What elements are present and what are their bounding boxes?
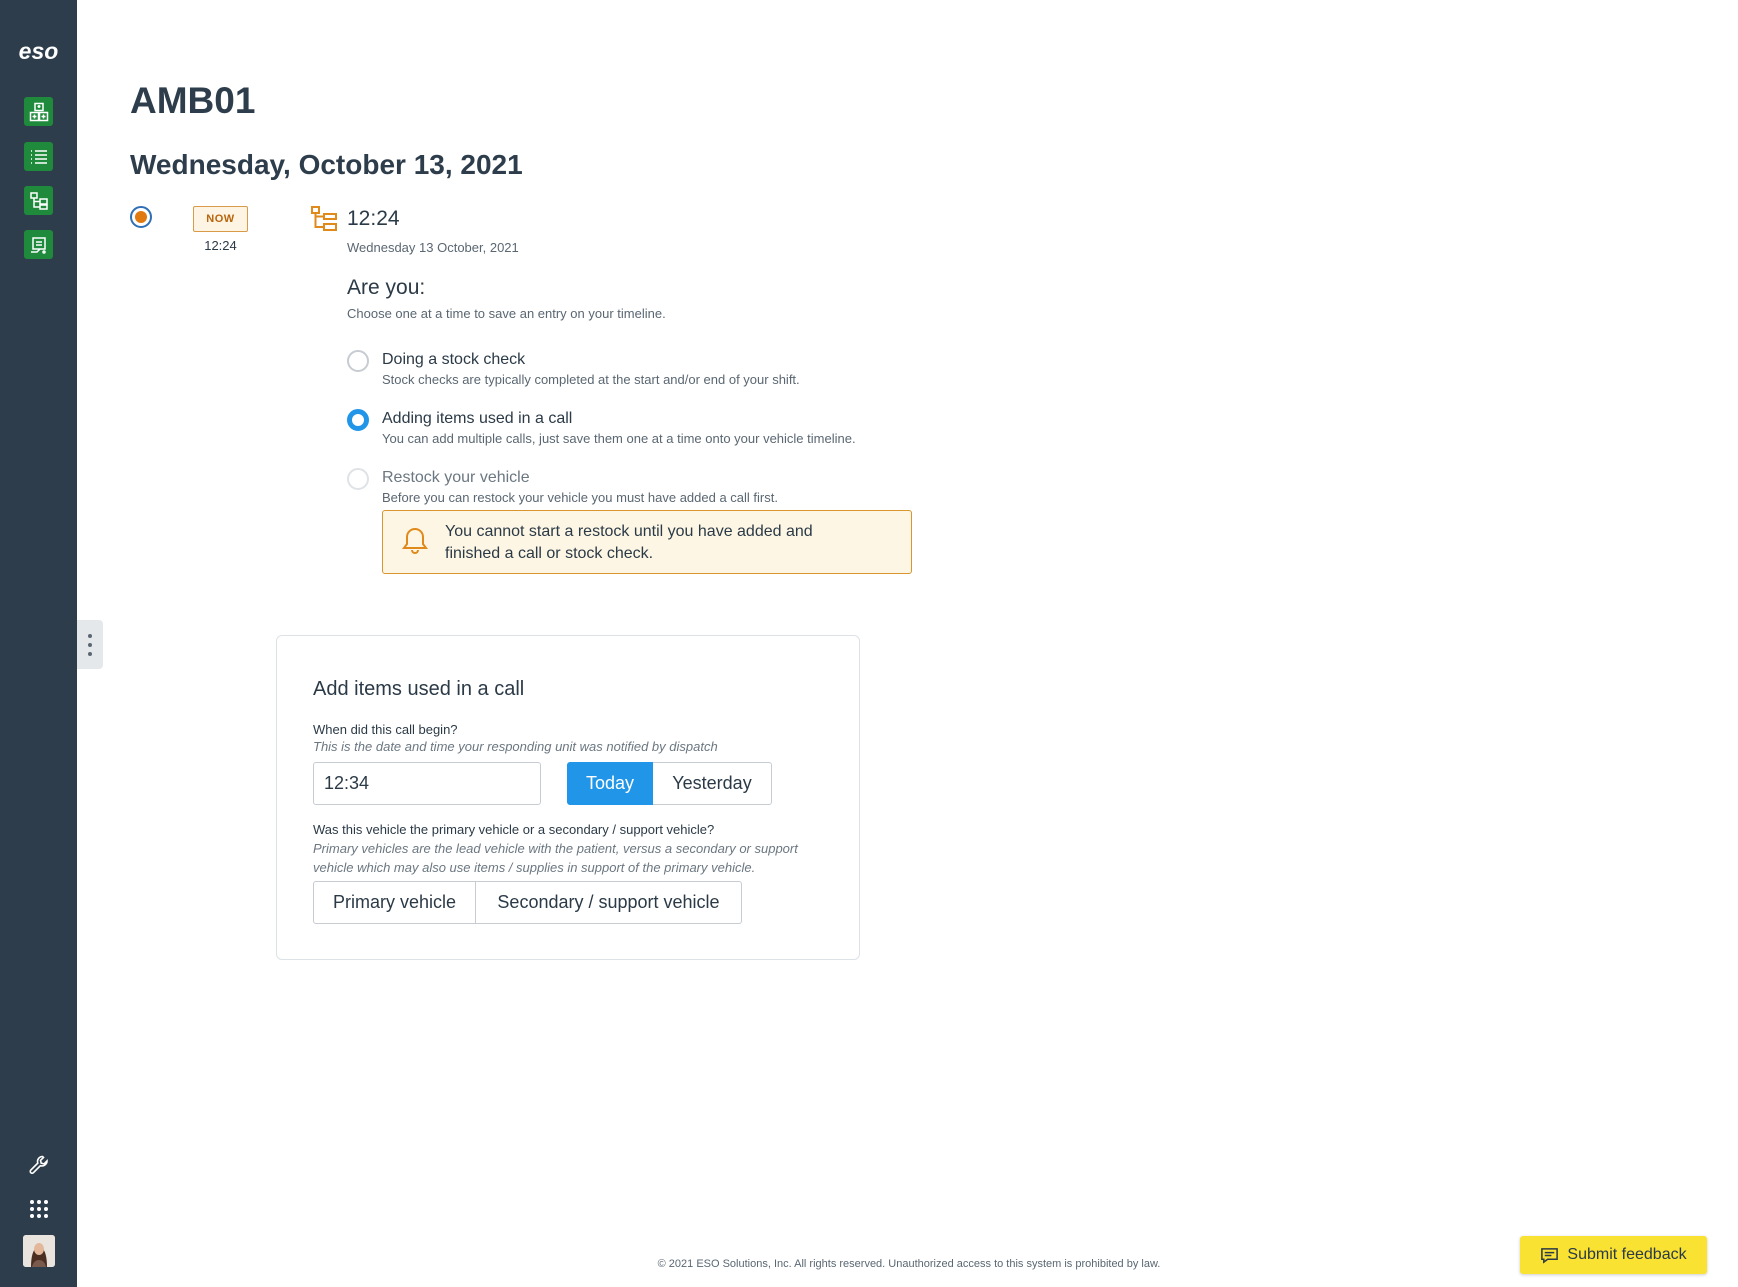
entry-date: Wednesday 13 October, 2021 xyxy=(347,240,519,255)
restock-warning xyxy=(382,510,912,574)
list-icon[interactable] xyxy=(24,142,53,171)
vehicle-role-label: Was this vehicle the primary vehicle or a secondary / support vehicle? xyxy=(313,822,715,837)
submit-feedback-label[interactable]: Submit feedback xyxy=(1567,1246,1687,1263)
option-label[interactable]: Adding items used in a call xyxy=(382,410,573,427)
primary-vehicle-button[interactable]: Primary vehicle xyxy=(313,881,476,924)
are-you-help: Choose one at a time to save an entry on your timeline. xyxy=(347,306,666,321)
entry-time: 12:24 xyxy=(347,207,400,230)
call-time-input[interactable] xyxy=(313,762,541,805)
option-description: You can add multiple calls, just save them one at a time onto your vehicle timeline. xyxy=(382,431,856,446)
vehicle-role-toggle xyxy=(313,881,742,924)
wrench-icon[interactable] xyxy=(24,1150,53,1179)
hierarchy-icon[interactable] xyxy=(24,186,53,215)
option-description: Stock checks are typically completed at the start and/or end of your shift. xyxy=(382,372,800,387)
add-call-items-radio[interactable] xyxy=(347,409,369,431)
add-call-card xyxy=(276,635,860,960)
day-toggle xyxy=(567,762,772,805)
restock-vehicle-radio xyxy=(347,468,369,490)
now-badge: NOW xyxy=(193,206,248,232)
restock-icon[interactable] xyxy=(24,230,53,259)
timeline-entry-icon xyxy=(310,205,338,233)
feedback-icon xyxy=(1540,1246,1559,1265)
are-you-heading: Are you: xyxy=(347,276,426,299)
eso-logo[interactable]: eso xyxy=(18,38,59,64)
stock-check-radio[interactable] xyxy=(347,350,369,372)
inventory-grid-icon[interactable] xyxy=(24,97,53,126)
page-title: AMB01 xyxy=(130,80,256,121)
bell-icon xyxy=(400,525,430,555)
option-label[interactable]: Doing a stock check xyxy=(382,351,526,368)
submit-feedback-button[interactable] xyxy=(1520,1236,1707,1274)
card-title: Add items used in a call xyxy=(313,678,525,700)
apps-grid-icon[interactable] xyxy=(24,1194,53,1223)
secondary-vehicle-button[interactable]: Secondary / support vehicle xyxy=(476,881,742,924)
vehicle-role-help: Primary vehicles are the lead vehicle with the patient, versus a secondary or support vehicle which may also use items / supplies in support of the primary vehicle. xyxy=(313,841,798,875)
call-begin-help: This is the date and time your responding unit was notified by dispatch xyxy=(313,739,718,754)
warning-message: You cannot start a restock until you have added and finished a call or stock check. xyxy=(445,523,813,562)
sidebar-collapse-handle[interactable] xyxy=(77,620,103,669)
call-begin-label: When did this call begin? xyxy=(313,722,458,737)
sidebar xyxy=(0,0,77,1287)
timeline-current-dot xyxy=(130,206,152,228)
today-button[interactable]: Today xyxy=(567,762,653,805)
copyright-footer: © 2021 ESO Solutions, Inc. All rights reserved. Unauthorized access to this system is prohibited by law. xyxy=(657,1258,1161,1270)
now-time: 12:24 xyxy=(204,238,237,253)
yesterday-button[interactable]: Yesterday xyxy=(653,762,772,805)
option-label: Restock your vehicle xyxy=(382,469,530,486)
option-description: Before you can restock your vehicle you must have added a call first. xyxy=(382,490,778,505)
date-heading: Wednesday, October 13, 2021 xyxy=(130,149,523,180)
